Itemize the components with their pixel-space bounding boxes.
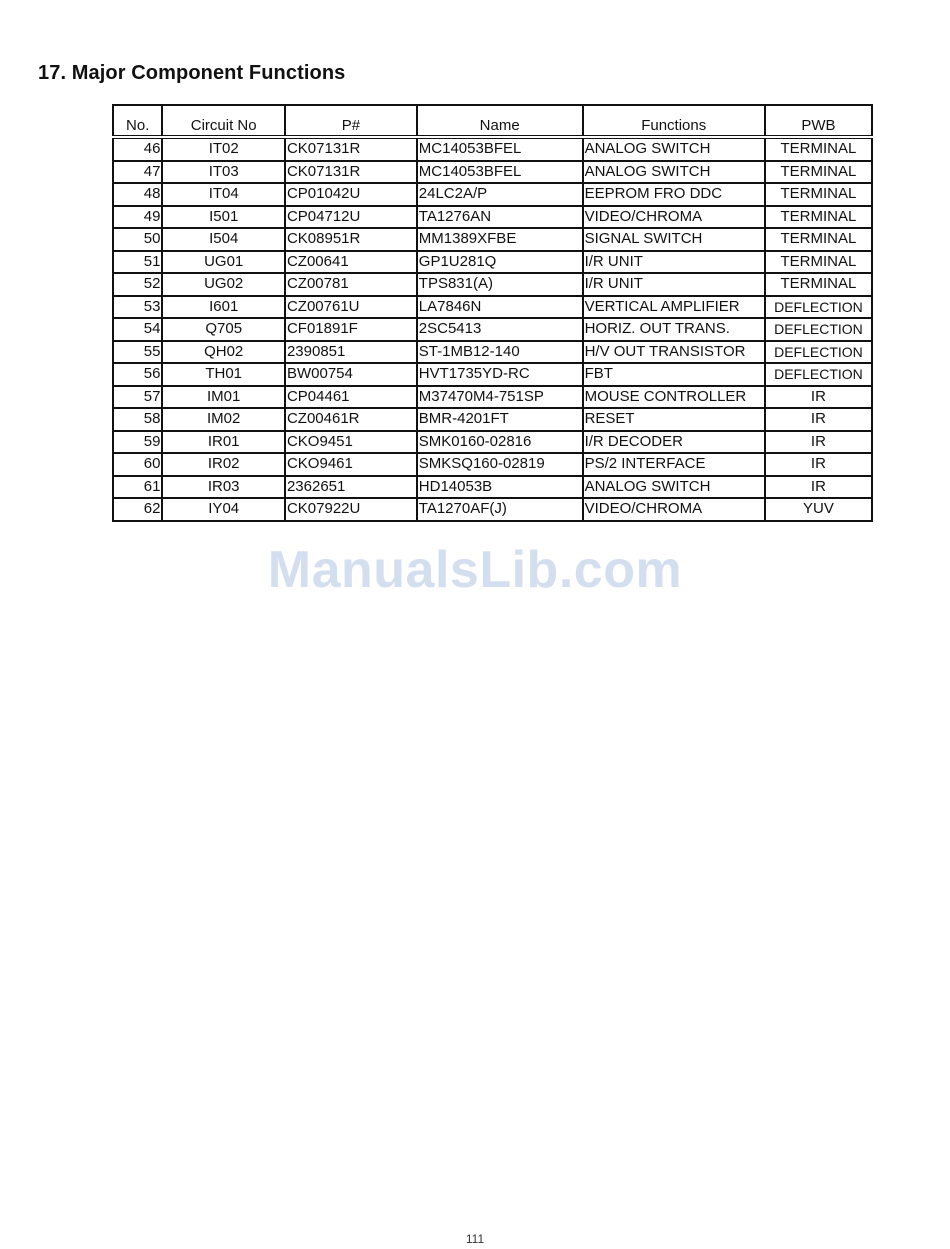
cell-circuit-no: QH02 (162, 341, 285, 364)
cell-name: SMK0160-02816 (417, 431, 583, 454)
cell-name: MC14053BFEL (417, 137, 583, 161)
cell-no: 55 (113, 341, 162, 364)
cell-circuit-no: IR02 (162, 453, 285, 476)
cell-functions: I/R UNIT (583, 251, 765, 274)
cell-name: LA7846N (417, 296, 583, 319)
cell-pwb: TERMINAL (765, 251, 872, 274)
cell-functions: MOUSE CONTROLLER (583, 386, 765, 409)
cell-no: 59 (113, 431, 162, 454)
cell-part-number: CZ00781 (285, 273, 417, 296)
cell-circuit-no: IM01 (162, 386, 285, 409)
cell-pwb: YUV (765, 498, 872, 521)
header-row (113, 105, 872, 137)
table-row (113, 161, 872, 184)
cell-circuit-no: IR01 (162, 431, 285, 454)
cell-circuit-no: I504 (162, 228, 285, 251)
cell-part-number: CZ00641 (285, 251, 417, 274)
table-row (113, 318, 872, 341)
cell-part-number: 2390851 (285, 341, 417, 364)
cell-functions: I/R UNIT (583, 273, 765, 296)
cell-no: 62 (113, 498, 162, 521)
table-row (113, 273, 872, 296)
table-row (113, 386, 872, 409)
cell-pwb: DEFLECTION (765, 296, 872, 319)
header-name: Name (417, 105, 583, 137)
header-pwb: PWB (765, 105, 872, 137)
cell-functions: PS/2 INTERFACE (583, 453, 765, 476)
cell-pwb: TERMINAL (765, 206, 872, 229)
table-row (113, 341, 872, 364)
table-row (113, 206, 872, 229)
cell-name: 2SC5413 (417, 318, 583, 341)
cell-pwb: IR (765, 431, 872, 454)
cell-no: 46 (113, 137, 162, 161)
cell-no: 54 (113, 318, 162, 341)
cell-name: ST-1MB12-140 (417, 341, 583, 364)
cell-pwb: DEFLECTION (765, 363, 872, 386)
cell-part-number: CP04712U (285, 206, 417, 229)
cell-pwb: IR (765, 476, 872, 499)
cell-functions: ANALOG SWITCH (583, 476, 765, 499)
cell-functions: HORIZ. OUT TRANS. (583, 318, 765, 341)
cell-circuit-no: I501 (162, 206, 285, 229)
cell-no: 48 (113, 183, 162, 206)
cell-part-number: BW00754 (285, 363, 417, 386)
cell-circuit-no: IM02 (162, 408, 285, 431)
cell-name: HVT1735YD-RC (417, 363, 583, 386)
cell-pwb: TERMINAL (765, 228, 872, 251)
cell-name: M37470M4-751SP (417, 386, 583, 409)
cell-circuit-no: IT04 (162, 183, 285, 206)
cell-functions: VIDEO/CHROMA (583, 498, 765, 521)
table-row (113, 296, 872, 319)
cell-name: MM1389XFBE (417, 228, 583, 251)
cell-pwb: TERMINAL (765, 161, 872, 184)
cell-functions: EEPROM FRO DDC (583, 183, 765, 206)
cell-no: 50 (113, 228, 162, 251)
cell-no: 47 (113, 161, 162, 184)
cell-pwb: TERMINAL (765, 273, 872, 296)
cell-no: 52 (113, 273, 162, 296)
component-functions-table (112, 104, 873, 522)
cell-name: MC14053BFEL (417, 161, 583, 184)
cell-circuit-no: UG01 (162, 251, 285, 274)
cell-name: HD14053B (417, 476, 583, 499)
cell-part-number: CZ00461R (285, 408, 417, 431)
cell-pwb: DEFLECTION (765, 341, 872, 364)
cell-functions: RESET (583, 408, 765, 431)
cell-functions: H/V OUT TRANSISTOR (583, 341, 765, 364)
cell-part-number: CKO9451 (285, 431, 417, 454)
cell-no: 53 (113, 296, 162, 319)
cell-circuit-no: TH01 (162, 363, 285, 386)
cell-part-number: CK07131R (285, 137, 417, 161)
cell-name: TPS831(A) (417, 273, 583, 296)
cell-part-number: CP01042U (285, 183, 417, 206)
section-title: 17. Major Component Functions (38, 62, 346, 84)
cell-part-number: 2362651 (285, 476, 417, 499)
cell-no: 49 (113, 206, 162, 229)
header-part-number: P# (285, 105, 417, 137)
cell-part-number: CZ00761U (285, 296, 417, 319)
cell-part-number: CKO9461 (285, 453, 417, 476)
table-row (113, 137, 872, 161)
header-no: No. (113, 105, 162, 137)
table-row (113, 228, 872, 251)
cell-functions: VERTICAL AMPLIFIER (583, 296, 765, 319)
cell-no: 60 (113, 453, 162, 476)
cell-pwb: IR (765, 386, 872, 409)
cell-functions: I/R DECODER (583, 431, 765, 454)
cell-pwb: TERMINAL (765, 183, 872, 206)
page-number: 111 (465, 1232, 485, 1246)
table-row (113, 251, 872, 274)
cell-circuit-no: IT02 (162, 137, 285, 161)
watermark: ManualsLib.com (267, 541, 683, 599)
cell-circuit-no: I601 (162, 296, 285, 319)
cell-functions: FBT (583, 363, 765, 386)
cell-circuit-no: UG02 (162, 273, 285, 296)
cell-part-number: CK08951R (285, 228, 417, 251)
cell-part-number: CK07131R (285, 161, 417, 184)
header-circuit-no: Circuit No (162, 105, 285, 137)
component-table-container (112, 104, 873, 522)
cell-name: TA1276AN (417, 206, 583, 229)
cell-no: 57 (113, 386, 162, 409)
table-row (113, 408, 872, 431)
cell-pwb: IR (765, 453, 872, 476)
cell-circuit-no: Q705 (162, 318, 285, 341)
cell-circuit-no: IT03 (162, 161, 285, 184)
table-row (113, 431, 872, 454)
cell-functions: ANALOG SWITCH (583, 161, 765, 184)
table-row (113, 183, 872, 206)
table-row (113, 363, 872, 386)
cell-no: 61 (113, 476, 162, 499)
cell-name: GP1U281Q (417, 251, 583, 274)
table-row (113, 498, 872, 521)
cell-name: BMR-4201FT (417, 408, 583, 431)
cell-no: 51 (113, 251, 162, 274)
cell-pwb: DEFLECTION (765, 318, 872, 341)
table-row (113, 453, 872, 476)
cell-part-number: CK07922U (285, 498, 417, 521)
cell-functions: VIDEO/CHROMA (583, 206, 765, 229)
cell-circuit-no: IR03 (162, 476, 285, 499)
cell-name: TA1270AF(J) (417, 498, 583, 521)
table-row (113, 476, 872, 499)
cell-pwb: IR (765, 408, 872, 431)
table-header (113, 105, 872, 137)
cell-name: SMKSQ160-02819 (417, 453, 583, 476)
cell-part-number: CF01891F (285, 318, 417, 341)
cell-functions: SIGNAL SWITCH (583, 228, 765, 251)
header-functions: Functions (583, 105, 765, 137)
cell-functions: ANALOG SWITCH (583, 137, 765, 161)
cell-no: 58 (113, 408, 162, 431)
cell-part-number: CP04461 (285, 386, 417, 409)
cell-circuit-no: IY04 (162, 498, 285, 521)
cell-pwb: TERMINAL (765, 137, 872, 161)
cell-name: 24LC2A/P (417, 183, 583, 206)
table-body (113, 137, 872, 521)
cell-no: 56 (113, 363, 162, 386)
